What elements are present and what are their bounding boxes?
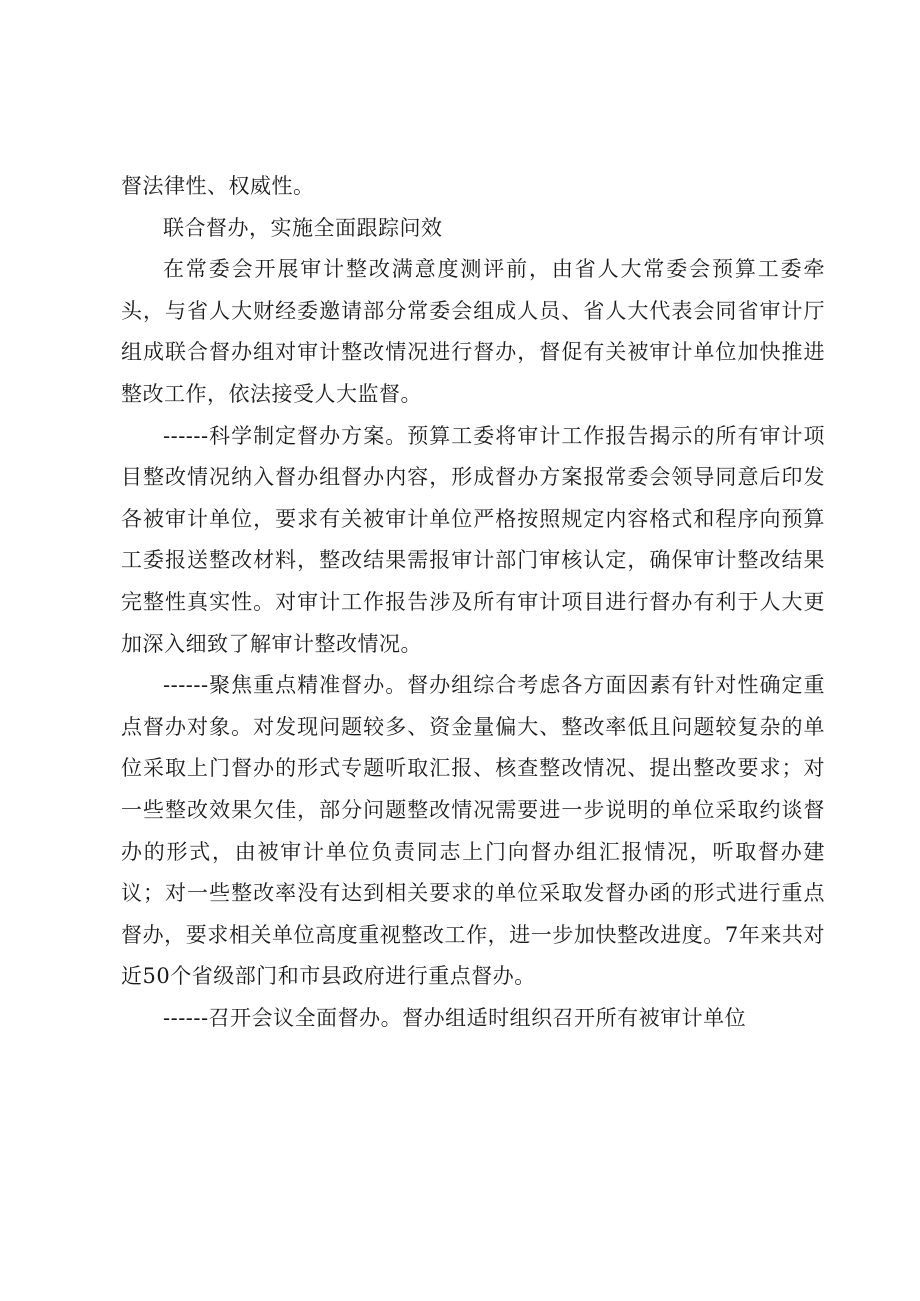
paragraph-joint-supervision: 在常委会开展审计整改满意度测评前，由省人大常委会预算工委牵头，与省人大财经委邀请部分常委会组成人员、省人大代表会同省审计厅组成联合督办组对审计整改情况进行督办，督促有关被审计单位加快推进整改工作，依法接受人大监督。 — [121, 257, 825, 406]
paragraph-focused-supervision: ------聚焦重点精准督办。督办组综合考虑各方面因素有针对性确定重点督办对象。对发现问题较多、资金量偏大、整改率低且问题较复杂的单位采取上门督办的形式专题听取汇报、核查整改情况、提出整改要求；对一些整改效果欠佳，部分问题整改情况需要进一步说明的单位采取约谈督办的形式，由被审计单位负责同志上门向督办组汇报情况，听取督办建议；对一些整改率没有达到相关要求的单位采取发督办函的形式进行重点督办，要求相关单位高度重视整改工作，进一步加快整改进度。7年来共对近50个省级部门和市县政府进行重点督办。 — [121, 673, 825, 989]
section-heading: 联合督办，实施全面跟踪问效 — [163, 215, 443, 240]
paragraph-meeting-supervision: ------召开会议全面督办。督办组适时组织召开所有被审计单位 — [163, 1005, 747, 1030]
document-body — [121, 166, 825, 1039]
paragraph-continuation: 督法律性、权威性。 — [121, 174, 315, 198]
paragraph-supervision-plan: ------科学制定督办方案。预算工委将审计工作报告揭示的所有审计项目整改情况纳入督办组督办内容，形成督办方案报常委会领导同意后印发各被审计单位，要求有关被审计单位严格按照规定内容格式和程序向预算工委报送整改材料，整改结果需报审计部门审核认定，确保审计整改结果完整性真实性。对审计工作报告涉及所有审计项目进行督办有利于人大更加深入细致了解审计整改情况。 — [121, 423, 825, 656]
